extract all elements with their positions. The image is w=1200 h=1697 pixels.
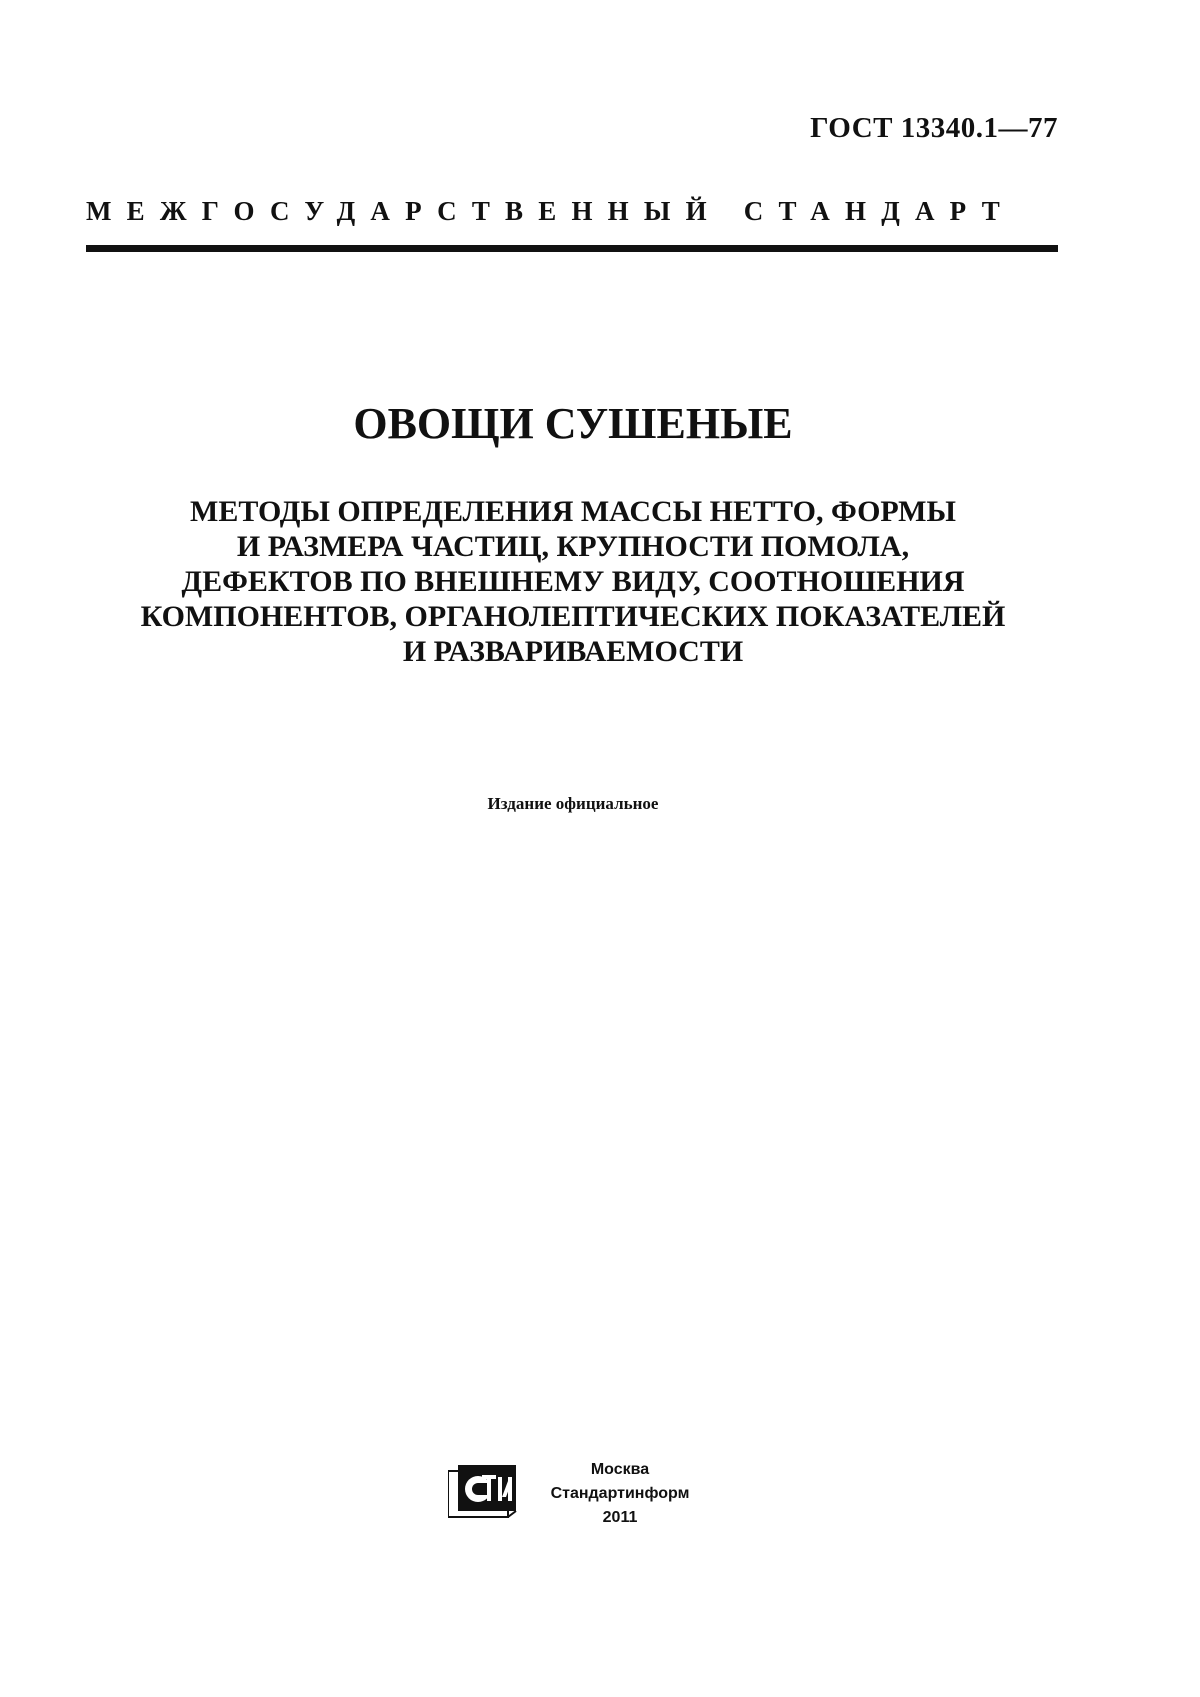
document-title: ОВОЩИ СУШЕНЫЕ: [353, 399, 793, 448]
subtitle-line: И РАЗВАРИВАЕМОСТИ: [402, 635, 744, 668]
standartinform-logo-icon: [448, 1463, 520, 1521]
standard-kind-heading: МЕЖГОСУДАРСТВЕННЫЙ СТАНДАРТ: [86, 196, 1015, 226]
subtitle-line: И РАЗМЕРА ЧАСТИЦ, КРУПНОСТИ ПОМОЛА,: [236, 530, 910, 563]
publication-year: 2011: [602, 1509, 638, 1526]
subtitle-line: МЕТОДЫ ОПРЕДЕЛЕНИЯ МАССЫ НЕТТО, ФОРМЫ: [190, 495, 956, 528]
subtitle-line: ДЕФЕКТОВ ПО ВНЕШНЕМУ ВИДУ, СООТНОШЕНИЯ: [181, 565, 965, 598]
standard-code: ГОСТ 13340.1—77: [810, 112, 1058, 144]
document-subtitle: [0, 494, 1146, 669]
publisher-city: Москва: [590, 1461, 650, 1478]
publisher-imprint: [530, 1458, 710, 1530]
subtitle-line: КОМПОНЕНТОВ, ОРГАНОЛЕПТИЧЕСКИХ ПОКАЗАТЕЛЕЙ: [140, 600, 1006, 633]
heading-divider: [86, 245, 1058, 252]
edition-note: Издание официальное: [487, 794, 659, 813]
publisher-name: Стандартинформ: [550, 1485, 690, 1502]
